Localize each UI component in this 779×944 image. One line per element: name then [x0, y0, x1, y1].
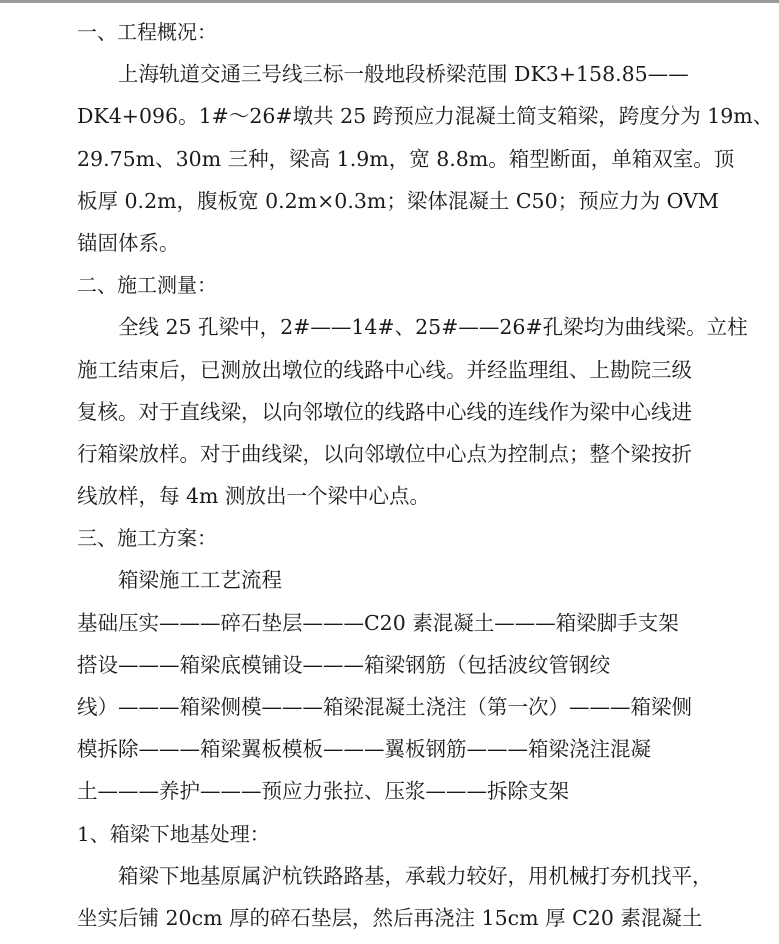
section-heading-survey: 二、施工测量：: [77, 273, 217, 298]
paragraph-line: 线放样，每 4m 测放出一个梁中心点。: [77, 484, 431, 509]
process-flow-line: 土———养护———预应力张拉、压浆———拆除支架: [77, 779, 569, 804]
paragraph-line: 上海轨道交通三号线三标一般地段桥梁范围 DK3+158.85——: [118, 62, 689, 87]
subheading-process-flow: 箱梁施工工艺流程: [118, 568, 282, 593]
paragraph-line: DK4+096。1#～26#墩共 25 跨预应力混凝土简支箱梁，跨度分为 19m、: [77, 104, 774, 129]
paragraph-line: 全线 25 孔梁中，2#——14#、25#——26#孔梁均为曲线梁。立柱: [118, 315, 748, 340]
process-flow-line: 线）———箱梁侧模———箱梁混凝土浇注（第一次）———箱梁侧: [77, 695, 692, 719]
process-flow-line: 搭设———箱梁底模铺设———箱梁钢筋（包括波纹管钢绞: [77, 652, 610, 677]
page-top-border: [0, 0, 779, 3]
process-flow-line: 模拆除———箱梁翼板模板———翼板钢筋———箱梁浇注混凝: [77, 737, 651, 762]
paragraph-line: 行箱梁放样。对于曲线梁，以向邻墩位中心点为控制点；整个梁按折: [77, 441, 692, 466]
paragraph-line: 施工结束后，已测放出墩位的线路中心线。并经监理组、上勘院三级: [77, 357, 692, 382]
process-flow-line: 基础压实———碎石垫层———C20 素混凝土———箱梁脚手支架: [77, 610, 679, 635]
paragraph-line: 坐实后铺 20cm 厚的碎石垫层，然后再浇注 15cm 厚 C20 素混凝土: [77, 905, 703, 930]
paragraph-line: 复核。对于直线梁，以向邻墩位的线路中心线的连线作为梁中心线进: [77, 399, 692, 424]
section-heading-plan: 三、施工方案：: [77, 526, 217, 551]
subsection-heading-foundation: 1、箱梁下地基处理：: [77, 821, 270, 846]
paragraph-line: 锚固体系。: [77, 230, 180, 255]
document-page: [77, 16, 774, 944]
paragraph-line: 板厚 0.2m，腹板宽 0.2m×0.3m；梁体混凝土 C50；预应力为 OVM: [77, 188, 719, 213]
section-heading-overview: 一、工程概况：: [77, 20, 217, 44]
paragraph-line: 29.75m、30m 三种，梁高 1.9m，宽 8.8m。箱型断面，单箱双室。顶: [77, 146, 735, 171]
paragraph-line: 箱梁下地基原属沪杭铁路路基，承载力较好，用机械打夯机找平，: [118, 863, 713, 888]
